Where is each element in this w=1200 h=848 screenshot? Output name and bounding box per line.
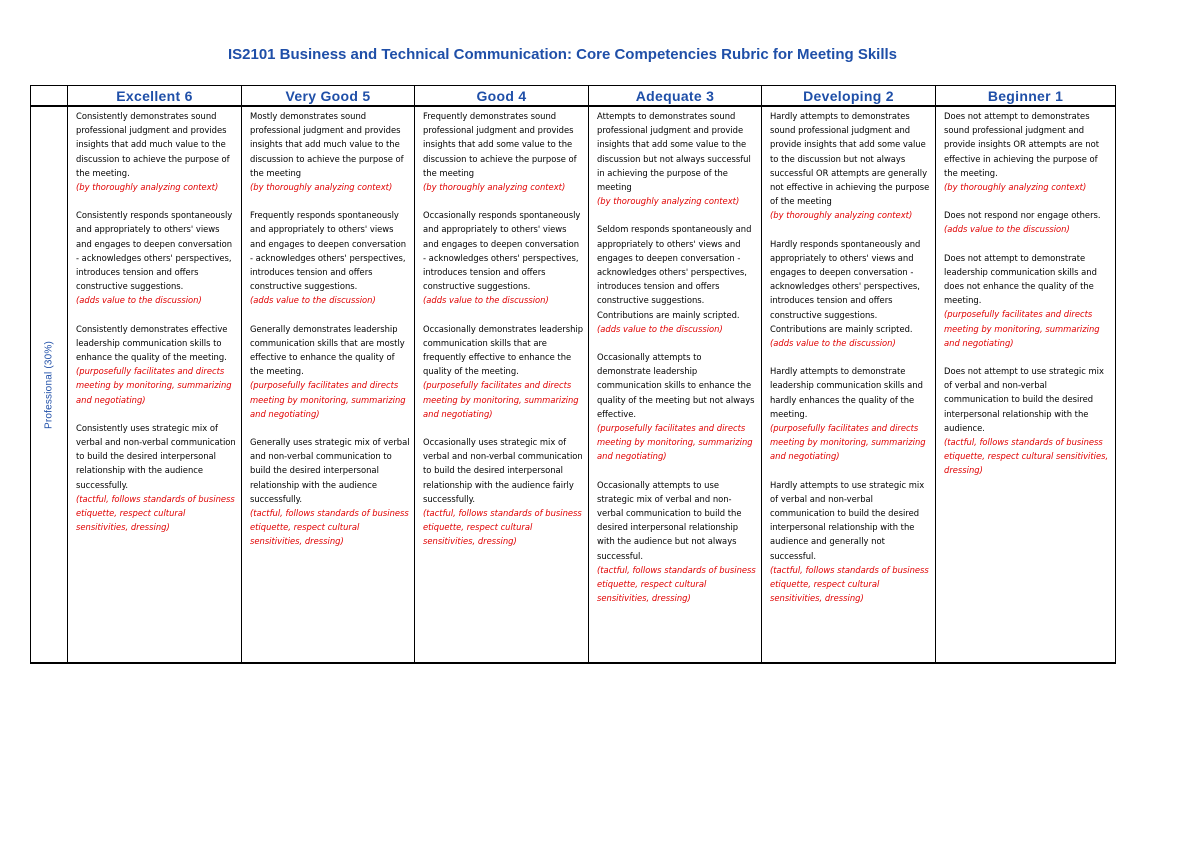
criterion-text: Occasionally attempts to use strategic mix of verbal and non-verbal communication to build the desired interpersonal relationship with the audience but not always successful. [597, 479, 742, 561]
criterion-text: Mostly demonstrates sound professional judgment and provides insights that add much value to the discussion to achieve the purpose of the meeting [250, 111, 404, 178]
criterion-note: (tactful, follows standards of business etiquette, respect cultural sensitivities, dressing) [250, 508, 409, 547]
criterion-text: Occasionally demonstrates leadership communication skills that are frequently effective to enhance the quality of the meeting. [423, 323, 584, 377]
criterion-interpersonal [597, 478, 757, 606]
criterion-judgment [770, 109, 931, 223]
criterion-note: (adds value to the discussion) [423, 295, 549, 306]
criterion-leadership [76, 322, 237, 407]
criterion-note: (purposefully facilitates and directs meeting by monitoring, summarizing and negotiating) [423, 380, 579, 419]
criterion-text: Does not attempt to demonstrate leadership communication skills and does not enhance the quality of the meeting. [944, 252, 1097, 306]
criterion-interpersonal [423, 435, 584, 549]
criterion-note: (purposefully facilitates and directs meeting by monitoring, summarizing and negotiating) [597, 423, 753, 462]
header-adequate: Adequate 3 [589, 86, 762, 107]
criterion-note: (tactful, follows standards of business etiquette, respect cultural sensitivities, dressing) [597, 564, 756, 604]
rubric-table [30, 85, 1116, 664]
criterion-text: Hardly attempts to demonstrates sound professional judgment and provide insights that add some value to the discussion but not always successful OR attempts are generally not effective in achieving the purpose of the meeting [770, 111, 930, 207]
category-cell [31, 106, 68, 663]
criterion-leadership [423, 322, 584, 421]
header-excellent: Excellent 6 [68, 86, 242, 107]
criterion-note: (by thoroughly analyzing context) [250, 182, 393, 193]
criterion-note: (adds value to the discussion) [76, 295, 202, 306]
criterion-note: (tactful, follows standards of business etiquette, respect cultural sensitivities, dressing) [770, 564, 929, 604]
category-label: Professional (30%) [43, 340, 55, 429]
criterion-interpersonal [944, 364, 1111, 478]
criterion-responsiveness [76, 208, 237, 307]
criterion-leadership [597, 350, 757, 464]
criterion-judgment [597, 109, 757, 208]
criterion-interpersonal [76, 421, 237, 535]
criterion-responsiveness [597, 222, 757, 336]
criterion-leadership [944, 251, 1111, 350]
criterion-text: Does not respond nor engage others. [944, 210, 1101, 221]
criterion-note: (tactful, follows standards of business etiquette, respect cultural sensitivities, dressing) [423, 508, 582, 547]
criterion-responsiveness [423, 208, 584, 307]
criterion-note: (purposefully facilitates and directs meeting by monitoring, summarizing and negotiating) [770, 423, 926, 462]
criterion-note: (adds value to the discussion) [597, 323, 723, 334]
criterion-text: Hardly responds spontaneously and appropriately to others' views and engages to deepen conversation - acknowledges others' perspectives, introduces tension and offers constructive suggestions. Contributions are mainly scripted. [770, 238, 921, 334]
criterion-text: Consistently demonstrates sound professional judgment and provides insights that add much value to the discussion to achieve the purpose of the meeting. [76, 111, 230, 178]
criterion-note: (by thoroughly analyzing context) [597, 196, 740, 207]
criterion-text: Consistently responds spontaneously and appropriately to others' views and engages to deepen conversation - acknowledges others' perspectives, introduces tension and offers constructive suggestions. [76, 210, 233, 292]
criterion-judgment [76, 109, 237, 194]
criterion-judgment [423, 109, 584, 194]
criterion-interpersonal [250, 435, 410, 549]
criterion-responsiveness [770, 237, 931, 351]
criterion-note: (tactful, follows standards of business etiquette, respect cultural sensitivities, dressing) [76, 493, 235, 533]
criterion-interpersonal [770, 478, 931, 606]
criterion-note: (adds value to the discussion) [250, 295, 376, 306]
criterion-text: Frequently responds spontaneously and appropriately to others' views and engages to deepen conversation - acknowledges others' perspectives, introduces tension and offers constructive suggestions. [250, 210, 407, 292]
professional-row [31, 106, 1116, 663]
criterion-text: Frequently demonstrates sound professional judgment and provides insights that add some value to the discussion to achieve the purpose of the meeting [423, 111, 577, 178]
criterion-note: (by thoroughly analyzing context) [770, 210, 913, 221]
criterion-text: Attempts to demonstrates sound professional judgment and provide insights that add some value to the discussion but not always successful in achieving the purpose of the meeting [597, 111, 751, 193]
criterion-note: (adds value to the discussion) [770, 338, 896, 349]
rubric-cell-beginner [936, 106, 1116, 663]
criterion-text: Does not attempt to demonstrates sound professional judgment and provide insights OR attempts are not effective in achieving the purpose of the meeting. [944, 111, 1100, 178]
criterion-responsiveness [250, 208, 410, 307]
criterion-leadership [770, 364, 931, 463]
criterion-text: Does not attempt to use strategic mix of verbal and non-verbal communication to build the desired interpersonal relationship with the audience. [944, 366, 1104, 433]
criterion-text: Consistently uses strategic mix of verbal and non-verbal communication to build the desired interpersonal relationship with the audience successfully. [76, 422, 236, 490]
criterion-note: (by thoroughly analyzing context) [76, 182, 219, 193]
header-beginner: Beginner 1 [936, 86, 1116, 107]
criterion-note: (adds value to the discussion) [944, 224, 1070, 235]
criterion-note: (purposefully facilitates and directs meeting by monitoring, summarizing and negotiating) [944, 309, 1100, 348]
criterion-judgment [944, 109, 1111, 194]
criterion-note: (purposefully facilitates and directs meeting by monitoring, summarizing and negotiating) [76, 366, 232, 405]
corner-cell [31, 86, 68, 107]
rubric-cell-excellent [68, 106, 242, 663]
rubric-cell-good [415, 106, 589, 663]
criterion-text: Generally uses strategic mix of verbal and non-verbal communication to build the desired interpersonal relationship with the audience successfully. [250, 437, 410, 504]
document-title: IS2101 Business and Technical Communication: Core Competencies Rubric for Meeting Skills [227, 46, 898, 63]
criterion-note: (tactful, follows standards of business etiquette, respect cultural sensitivities, dressing) [944, 437, 1109, 476]
criterion-note: (by thoroughly analyzing context) [423, 182, 566, 193]
criterion-text: Seldom responds spontaneously and appropriately to others' views and engages to deepen conversation - acknowledges others' perspectives, introduces tension and offers constructive suggestions. Contributions are mainly scripted. [597, 224, 752, 320]
criterion-text: Occasionally uses strategic mix of verbal and non-verbal communication to build the desired interpersonal relationship with the audience fairly successfully. [423, 437, 583, 504]
criterion-responsiveness [944, 208, 1111, 236]
criterion-text: Hardly attempts to use strategic mix of verbal and non-verbal communication to build the desired interpersonal relationship with the audience and generally not successful. [770, 479, 925, 561]
criterion-leadership [250, 322, 410, 421]
header-good: Good 4 [415, 86, 589, 107]
criterion-text: Occasionally attempts to demonstrate leadership communication skills to enhance the quality of the meeting but not always effective. [597, 352, 755, 419]
header-row [31, 86, 1116, 107]
header-developing: Developing 2 [762, 86, 936, 107]
rubric-cell-adequate [589, 106, 762, 663]
criterion-text: Hardly attempts to demonstrate leadership communication skills and hardly enhances the quality of the meeting. [770, 366, 923, 419]
criterion-note: (by thoroughly analyzing context) [944, 182, 1087, 193]
criterion-judgment [250, 109, 410, 194]
rubric-cell-very-good [242, 106, 415, 663]
criterion-note: (purposefully facilitates and directs meeting by monitoring, summarizing and negotiating) [250, 380, 406, 419]
criterion-text: Generally demonstrates leadership communication skills that are mostly effective to enhance the quality of the meeting. [250, 323, 405, 377]
criterion-text: Occasionally responds spontaneously and appropriately to others' views and engages to deepen conversation - acknowledges others' perspectives, introduces tension and offers constructive suggestions. [423, 210, 581, 292]
header-very-good: Very Good 5 [242, 86, 415, 107]
rubric-cell-developing [762, 106, 936, 663]
criterion-text: Consistently demonstrates effective leadership communication skills to enhance the quality of the meeting. [76, 323, 228, 363]
